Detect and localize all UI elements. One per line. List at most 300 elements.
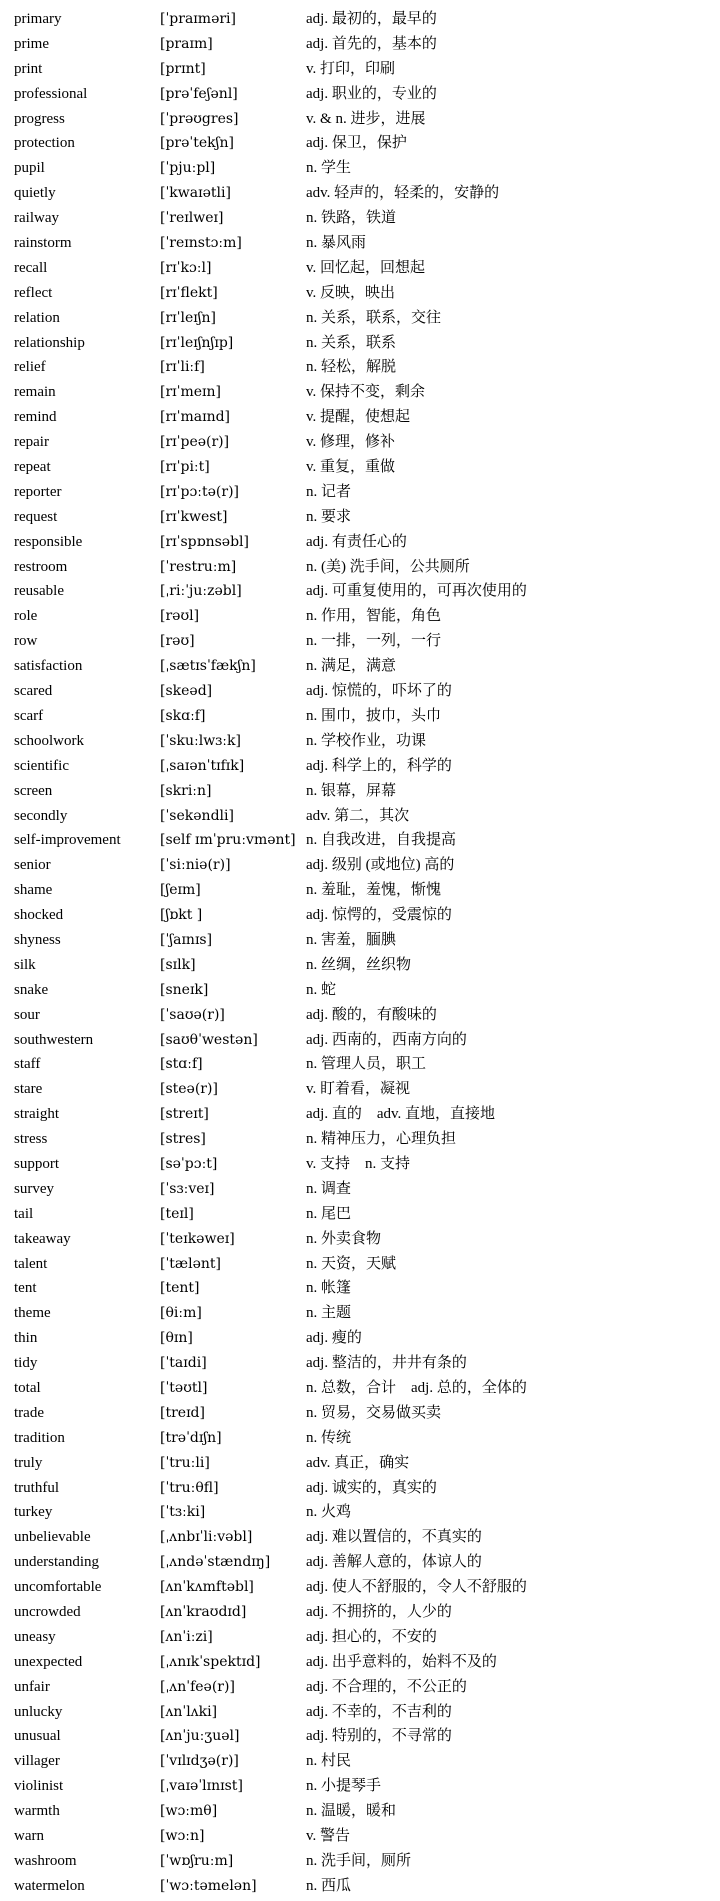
vocab-word: pupil [14,160,45,177]
vocab-phonetic: [rəʊ] [160,633,195,650]
vocab-phonetic: [skeəd] [160,683,213,700]
vocab-definition: n. 传统 [306,1429,352,1446]
vocab-phonetic: [ˌsætɪsˈfækʃn] [160,658,256,675]
vocab-row [0,1028,720,1053]
vocab-definition: n. 村民 [306,1753,352,1770]
vocab-phonetic: [ˌʌnˈfeə(r)] [160,1678,235,1695]
vocab-phonetic: [rɪˈleɪʃn] [160,309,216,326]
vocab-word: unfair [14,1678,50,1695]
vocab-phonetic: [ˌriːˈjuːzəbl] [160,583,242,600]
vocab-phonetic: [ˈreɪlweɪ] [160,210,224,227]
vocab-row [0,1824,720,1849]
vocab-definition: adj. 惊愕的，受震惊的 [306,907,452,924]
vocab-word: senior [14,857,51,874]
vocab-row [0,7,720,32]
vocab-phonetic: [rɪˈliːf] [160,359,205,376]
vocab-definition: adj. 西南的，西南方向的 [306,1031,467,1048]
vocab-row [0,1003,720,1028]
vocab-definition: n. 一排，一列，一行 [306,633,442,650]
vocab-word: shame [14,882,53,899]
vocab-phonetic: [ˈpjuːpl] [160,160,216,177]
vocab-word: turkey [14,1504,53,1521]
vocab-word: railway [14,210,59,227]
vocab-word: warn [14,1828,44,1845]
vocab-row [0,878,720,903]
vocab-row [0,156,720,181]
vocab-row [0,505,720,530]
vocab-row [0,1102,720,1127]
vocab-definition: n. 总数，合计 adj. 总的，全体的 [306,1379,527,1396]
vocab-definition: adj. 整洁的，井井有条的 [306,1355,467,1372]
vocab-word: request [14,508,58,525]
vocab-definition: adj. 诚实的，真实的 [306,1479,437,1496]
vocab-word: repeat [14,459,51,476]
vocab-word: unlucky [14,1703,63,1720]
vocab-phonetic: [rɪˈkwest] [160,508,228,525]
vocab-definition: n. 主题 [306,1305,352,1322]
vocab-row [0,1675,720,1700]
vocab-row [0,903,720,928]
vocab-word: remain [14,384,56,401]
vocab-row [0,754,720,779]
vocab-definition: n. 天资，天赋 [306,1255,397,1272]
vocab-definition: n. 轻松，解脱 [306,359,397,376]
vocab-row [0,131,720,156]
vocab-word: rainstorm [14,235,72,252]
vocab-definition: n. 满足，满意 [306,658,397,675]
vocab-definition: n. 火鸡 [306,1504,352,1521]
vocab-word: relation [14,309,60,326]
vocab-word: row [14,633,38,650]
vocab-definition: n. 西瓜 [306,1877,352,1894]
vocab-definition: n. 管理人员，职工 [306,1056,427,1073]
vocab-definition: adj. 职业的，专业的 [306,85,437,102]
vocab-definition: n. 围巾，披巾，头巾 [306,707,442,724]
vocab-row [0,1202,720,1227]
vocab-word: quietly [14,185,56,202]
vocab-word: stare [14,1081,43,1098]
vocab-definition: adj. 不拥挤的，人少的 [306,1604,452,1620]
vocab-word: print [14,60,43,77]
vocab-definition: adj. 有责任心的 [306,533,407,550]
vocab-word: truthful [14,1479,59,1496]
vocab-phonetic: [ˈtruːθfl] [160,1479,219,1496]
vocab-row [0,629,720,654]
vocab-phonetic: [ˈreɪnstɔːm] [160,235,242,252]
vocab-row [0,853,720,878]
vocab-definition: v. 盯着看，凝视 [306,1081,411,1098]
vocab-row [0,1575,720,1600]
vocab-definition: n. 银幕，屏幕 [306,782,397,799]
vocab-definition: n. 温暖，暖和 [306,1803,397,1820]
vocab-word: truly [14,1454,43,1471]
vocab-phonetic: [praɪm] [160,35,213,52]
vocab-row [0,256,720,281]
vocab-phonetic: [treɪd] [160,1404,205,1421]
vocab-definition: n. (美) 洗手间，公共厕所 [306,558,470,575]
vocab-phonetic: [ˈʃaɪnɪs] [160,931,213,948]
vocab-word: reflect [14,284,53,301]
vocab-row [0,828,720,853]
vocab-row [0,779,720,804]
vocab-definition: adj. 担心的，不安的 [306,1628,437,1645]
vocab-phonetic: [ˈtaɪdi] [160,1355,207,1372]
vocab-definition: n. 学生 [306,160,352,177]
vocab-phonetic: [ˈvɪlɪdʒə(r)] [160,1753,239,1770]
vocab-definition: adj. 级别 (或地位) 高的 [306,857,455,874]
vocab-phonetic: [ˈtruːli] [160,1454,210,1471]
vocab-definition: n. 洗手间，厕所 [306,1852,412,1869]
vocab-word: sour [14,1006,40,1023]
vocab-row [0,1127,720,1152]
vocab-definition: n. 学校作业，功课 [306,732,427,749]
vocab-phonetic: [ˌʌnbɪˈliːvəbl] [160,1529,253,1546]
vocab-word: restroom [14,558,68,575]
vocab-definition: v. 提醒，使想起 [306,409,411,426]
vocab-word: total [14,1379,41,1396]
vocab-row [0,729,720,754]
vocab-definition: n. 暴风雨 [306,235,367,252]
vocab-phonetic: [prɪnt] [160,60,206,77]
vocab-row [0,1351,720,1376]
vocab-definition: n. 要求 [306,508,352,525]
vocab-row [0,480,720,505]
vocab-phonetic: [ʌnˈjuːʒuəl] [160,1728,240,1745]
vocab-word: warmth [14,1803,60,1820]
vocab-word: uncomfortable [14,1579,102,1596]
vocab-word: trade [14,1404,44,1421]
vocab-word: recall [14,259,48,276]
vocab-definition: adj. 可重复使用的，可再次使用的 [306,583,527,600]
vocab-word: reporter [14,483,62,500]
vocab-phonetic: [prəˈtekʃn] [160,135,234,152]
vocab-definition: n. 贸易，交易做买卖 [306,1404,442,1421]
vocab-phonetic: [wɔːmθ] [160,1803,218,1820]
vocab-phonetic: [ʌnˈkʌmftəbl] [160,1579,254,1596]
vocab-row [0,281,720,306]
vocab-definition: n. 精神压力，心理负担 [306,1131,457,1148]
vocab-row [0,530,720,555]
vocab-definition: adj. 不幸的，不吉利的 [306,1703,452,1720]
vocab-row [0,1227,720,1252]
vocab-definition: n. 记者 [306,483,352,500]
vocab-definition: adv. 轻声的，轻柔的，安静的 [306,185,500,202]
vocab-row [0,306,720,331]
vocab-word: responsible [14,533,83,550]
vocab-definition: adj. 出乎意料的，始料不及的 [306,1653,497,1670]
vocab-definition: n. 丝绸，丝织物 [306,956,412,973]
vocab-row [0,1077,720,1102]
vocab-row [0,704,720,729]
vocab-phonetic: [rɪˈflekt] [160,284,218,301]
vocab-row [0,1774,720,1799]
vocab-definition: adj. 首先的，基本的 [306,35,437,52]
vocab-word: protection [14,135,75,152]
vocab-definition: adv. 第二，其次 [306,807,410,824]
vocab-definition: adj. 不合理的，不公正的 [306,1678,467,1695]
vocab-row [0,1625,720,1650]
vocab-row [0,1376,720,1401]
vocab-word: tidy [14,1355,38,1372]
vocab-word: scientific [14,757,69,774]
vocab-phonetic: [ˈsekəndli] [160,807,234,824]
vocab-phonetic: [stɑːf] [160,1056,203,1073]
vocab-phonetic: [saʊθˈwestən] [160,1031,258,1048]
vocab-row [0,1525,720,1550]
vocab-phonetic: [ˈwɔːtəmelən] [160,1877,257,1894]
vocab-row [0,57,720,82]
vocab-definition: adj. 瘦的 [306,1330,362,1347]
vocab-word: understanding [14,1554,99,1571]
vocab-row [0,206,720,231]
vocab-word: stress [14,1131,48,1148]
vocab-word: professional [14,85,88,102]
vocab-definition: n. 关系，联系，交往 [306,309,442,326]
vocab-word: primary [14,11,62,27]
vocab-definition: v. 回忆起，回想起 [306,259,426,276]
vocab-word: repair [14,434,49,451]
vocab-phonetic: [ʌnˈlʌki] [160,1703,218,1720]
vocab-row [0,1177,720,1202]
vocab-word: secondly [14,807,68,824]
vocab-phonetic: [self ɪmˈpruːvmənt] [160,832,296,849]
vocab-word: unbelievable [14,1529,91,1546]
vocab-word: southwestern [14,1031,94,1048]
vocab-row [0,1550,720,1575]
vocab-definition: n. 蛇 [306,981,337,998]
vocab-phonetic: [ˌʌnɪkˈspektɪd] [160,1653,261,1670]
vocab-definition: v. 保持不变，剩余 [306,384,426,401]
vocab-word: survey [14,1180,54,1197]
vocab-row [0,1252,720,1277]
vocab-word: progress [14,110,65,127]
vocab-definition: v. 重复，重做 [306,459,396,476]
vocab-phonetic: [ˈprəʊgres] [160,110,239,127]
vocab-word: uncrowded [14,1604,81,1620]
vocab-phonetic: [ˈtælənt] [160,1255,221,1272]
vocab-word: straight [14,1106,59,1123]
vocab-definition: v. 反映，映出 [306,284,396,301]
vocab-word: scared [14,683,53,700]
vocab-definition: v. 修理，修补 [306,434,396,451]
vocab-phonetic: [ˈwɒʃruːm] [160,1852,234,1869]
vocab-phonetic: [ˈteɪkəweɪ] [160,1230,235,1247]
vocab-word: washroom [14,1852,77,1869]
vocab-definition: adv. 真正，确实 [306,1454,410,1471]
vocab-row [0,405,720,430]
vocab-definition: n. 帐篷 [306,1280,352,1297]
vocab-row [0,355,720,380]
vocab-phonetic: [θiːm] [160,1305,202,1322]
vocab-row [0,978,720,1003]
vocab-phonetic: [ˌvaɪəˈlɪnɪst] [160,1778,243,1795]
vocab-phonetic: [skɑːf] [160,707,206,724]
vocab-word: satisfaction [14,658,83,675]
vocab-row [0,953,720,978]
vocab-definition: adj. 特别的，不寻常的 [306,1728,452,1745]
vocab-row [0,231,720,256]
vocab-row [0,1426,720,1451]
vocab-word: violinist [14,1778,64,1795]
vocab-word: relief [14,359,46,376]
vocab-definition: n. 调查 [306,1180,352,1197]
vocab-row [0,1799,720,1824]
vocab-phonetic: [stres] [160,1131,206,1148]
vocab-definition: adj. 善解人意的，体谅人的 [306,1554,482,1571]
vocab-definition: adj. 保卫，保护 [306,135,407,152]
vocab-phonetic: [ˈsiːniə(r)] [160,857,231,874]
vocab-phonetic: [prəˈfeʃənl] [160,85,238,102]
vocab-row [0,181,720,206]
vocab-word: uneasy [14,1628,56,1645]
vocab-definition: n. 铁路，铁道 [306,210,397,227]
vocab-row [0,1874,720,1899]
vocab-word: remind [14,409,57,426]
vocab-phonetic: [sneɪk] [160,981,209,998]
vocab-word: thin [14,1330,38,1347]
vocab-phonetic: [ˈskuːlwɜːk] [160,732,241,749]
vocab-row [0,1600,720,1625]
vocab-word: screen [14,782,53,799]
vocab-phonetic: [θɪn] [160,1330,193,1347]
vocab-phonetic: [ʃɒkt ] [160,907,203,924]
vocab-row [0,555,720,580]
vocab-word: snake [14,981,49,998]
vocab-phonetic: [ˈkwaɪətli] [160,185,231,202]
vocab-word: tradition [14,1429,65,1446]
vocab-definition: v. 警告 [306,1828,351,1845]
vocab-row [0,654,720,679]
vocab-word: talent [14,1255,48,1272]
vocab-row [0,380,720,405]
vocab-phonetic: [tent] [160,1280,200,1297]
vocab-phonetic: [streɪt] [160,1106,209,1123]
vocab-phonetic: [skriːn] [160,782,212,799]
vocab-phonetic: [ˌʌndəˈstændɪŋ] [160,1554,271,1571]
vocab-definition: adj. 直的 adv. 直地，直接地 [306,1106,496,1123]
vocab-phonetic: [rɪˈpɔːtə(r)] [160,483,239,500]
vocab-row [0,1500,720,1525]
vocab-word: unexpected [14,1653,83,1670]
vocab-definition: n. 小提琴手 [306,1778,382,1795]
vocab-word: self-improvement [14,832,121,849]
vocab-phonetic: [rɪˈpiːt] [160,459,210,476]
vocab-word: staff [14,1056,41,1073]
vocab-definition: adj. 酸的，有酸味的 [306,1006,437,1023]
vocab-definition: adj. 最初的，最早的 [306,11,437,27]
vocab-definition: v. 打印，印刷 [306,60,396,77]
vocab-phonetic: [trəˈdɪʃn] [160,1429,222,1446]
vocab-word: shyness [14,931,61,948]
vocab-row [0,1724,720,1749]
vocab-phonetic: [ˈsaʊə(r)] [160,1006,225,1023]
vocab-row [0,1152,720,1177]
vocab-row [0,1849,720,1874]
vocab-definition: v. 支持 n. 支持 [306,1155,411,1172]
vocab-row [0,331,720,356]
vocab-row [0,1052,720,1077]
vocab-definition: n. 关系，联系 [306,334,397,351]
vocab-word: reusable [14,583,64,600]
vocab-definition: v. & n. 进步，进展 [306,110,426,127]
vocab-row [0,804,720,829]
vocab-definition: n. 作用，智能，角色 [306,608,442,625]
vocab-word: support [14,1155,59,1172]
vocab-row [0,679,720,704]
vocab-row [0,1749,720,1774]
vocab-phonetic: [teɪl] [160,1205,194,1222]
vocab-word: scarf [14,707,44,724]
vocab-row [0,1451,720,1476]
vocab-row [0,1301,720,1326]
vocab-phonetic: [ˈrestruːm] [160,558,237,575]
vocab-row [0,107,720,132]
vocab-row [0,1276,720,1301]
vocab-phonetic: [rɪˈleɪʃnʃɪp] [160,334,234,351]
vocab-word: takeaway [14,1230,71,1247]
vocab-word: prime [14,35,49,52]
vocab-word: tent [14,1280,37,1297]
vocab-phonetic: [səˈpɔːt] [160,1155,218,1172]
vocab-phonetic: [ˈtəʊtl] [160,1379,208,1396]
vocab-phonetic: [rɪˈspɒnsəbl] [160,533,249,550]
vocab-word: watermelon [14,1877,85,1894]
vocab-row [0,1401,720,1426]
vocab-phonetic: [ʌnˈkraʊdɪd] [160,1604,247,1620]
vocab-word: role [14,608,38,625]
vocab-word: villager [14,1753,60,1770]
vocab-definition: adj. 使人不舒服的，令人不舒服的 [306,1579,527,1596]
vocab-definition: n. 尾巴 [306,1205,352,1222]
vocab-phonetic: [rɪˈkɔːl] [160,259,212,276]
vocab-definition: n. 外卖食物 [306,1230,382,1247]
vocab-row [0,928,720,953]
vocab-word: unusual [14,1728,61,1745]
vocab-row [0,1326,720,1351]
vocab-phonetic: [ˈtɜːki] [160,1504,206,1521]
vocab-word: tail [14,1205,34,1222]
vocab-row [0,82,720,107]
vocab-word: shocked [14,907,64,924]
vocab-row [0,1700,720,1725]
vocab-phonetic: [wɔːn] [160,1828,205,1845]
vocab-row [0,604,720,629]
vocab-definition: adj. 难以置信的，不真实的 [306,1529,482,1546]
vocab-phonetic: [ʃeɪm] [160,882,201,899]
vocab-word: theme [14,1305,51,1322]
vocab-word: silk [14,956,36,973]
vocab-word: relationship [14,334,85,351]
vocab-row [0,1650,720,1675]
vocab-phonetic: [rɪˈpeə(r)] [160,434,230,451]
vocab-phonetic: [ˈpraɪməri] [160,11,236,27]
vocab-phonetic: [rɪˈmaɪnd] [160,409,231,426]
vocab-phonetic: [steə(r)] [160,1081,218,1098]
vocab-row [0,32,720,57]
vocab-row [0,579,720,604]
vocab-definition: n. 自我改进，自我提高 [306,832,457,849]
vocab-phonetic: [rɪˈmeɪn] [160,384,221,401]
vocab-row [0,430,720,455]
vocab-word: schoolwork [14,732,84,749]
vocab-definition: adj. 惊慌的，吓坏了的 [306,683,452,700]
vocab-phonetic: [ʌnˈiːzi] [160,1628,213,1645]
vocab-phonetic: [ˌsaɪənˈtɪfɪk] [160,757,245,774]
vocab-phonetic: [rəʊl] [160,608,200,625]
vocab-row [0,1476,720,1501]
vocab-phonetic: [sɪlk] [160,956,196,973]
vocab-phonetic: [ˈsɜːveɪ] [160,1180,215,1197]
